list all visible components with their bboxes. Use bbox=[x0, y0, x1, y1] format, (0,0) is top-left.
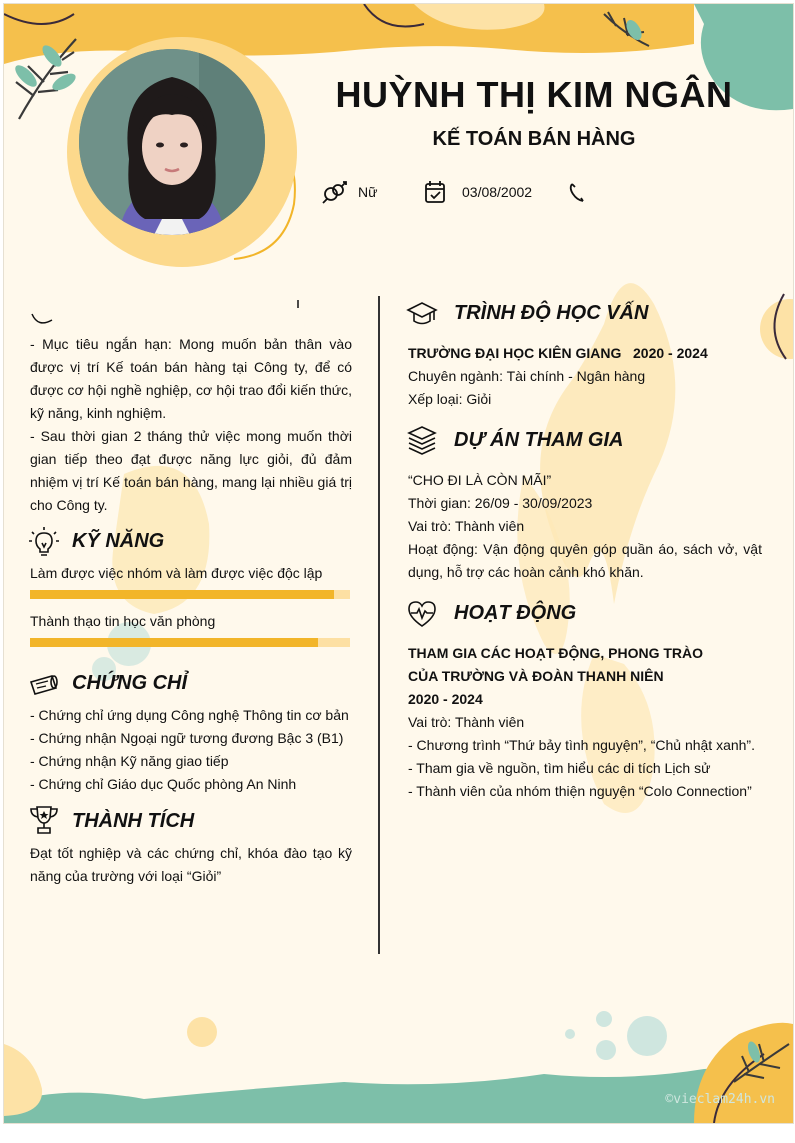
activities-title: HOẠT ĐỘNG bbox=[454, 602, 577, 624]
activity-item: - Thành viên của nhóm thiện nguyện “Colo Connection” bbox=[408, 783, 752, 799]
candidate-name: HUỲNH THỊ KIM NGÂN bbox=[335, 74, 733, 115]
cv-page bbox=[3, 3, 794, 1124]
trophy-icon bbox=[28, 804, 60, 836]
phone-icon bbox=[566, 180, 590, 204]
skill-bar bbox=[30, 590, 350, 599]
activities-heading: CỦA TRƯỜNG VÀ ĐOÀN THANH NIÊN bbox=[408, 668, 664, 684]
gender-value: Nữ bbox=[358, 184, 378, 200]
lightbulb-icon bbox=[28, 526, 60, 558]
project-time: Thời gian: 26/09 - 30/09/2023 bbox=[408, 495, 593, 511]
certificates-title: CHỨNG CHỈ bbox=[72, 672, 188, 694]
achievements-text: Đạt tốt nghiệp và các chứng chỉ, khóa đào tạo kỹ năng của trường với loại “Giỏi” bbox=[30, 845, 352, 884]
activities-heading: THAM GIA CÁC HOẠT ĐỘNG, PHONG TRÀO bbox=[408, 645, 704, 661]
objective-paragraph-1: - Mục tiêu ngắn hạn: Mong muốn bản thân vào được vị trí Kế toán bán hàng tại Công ty, để có được cơ hội nghề nghiệp, cơ hội trao đổi kiến thức, kỹ năng, kinh nghiệm. bbox=[30, 336, 352, 421]
education-school bbox=[408, 342, 708, 365]
activity-item: - Tham gia về nguồn, tìm hiểu các di tích Lịch sử bbox=[408, 760, 711, 776]
achievements-title: THÀNH TÍCH bbox=[72, 810, 195, 832]
cv-content bbox=[4, 4, 793, 1123]
activity-item: - Chương trình “Thứ bảy tình nguyện”, “Chủ nhật xanh”. bbox=[408, 737, 755, 753]
project-role: Vai trò: Thành viên bbox=[408, 518, 525, 534]
birthdate-info bbox=[424, 180, 532, 204]
certificate-item: - Chứng nhận Ngoại ngữ tương đương Bậc 3 (B1) bbox=[30, 730, 344, 746]
certificate-icon bbox=[28, 668, 60, 700]
skill-bar bbox=[30, 638, 350, 647]
certificate-item: - Chứng nhận Kỹ năng giao tiếp bbox=[30, 753, 229, 769]
education-grade: Xếp loại: Giỏi bbox=[408, 391, 492, 407]
certificate-item: - Chứng chỉ Giáo dục Quốc phòng An Ninh bbox=[30, 776, 297, 792]
gender-info bbox=[322, 180, 377, 204]
activities-role: Vai trò: Thành viên bbox=[408, 714, 525, 730]
education-title: TRÌNH ĐỘ HỌC VẤN bbox=[454, 302, 649, 324]
skill-label: Thành thạo tin học văn phòng bbox=[30, 613, 216, 629]
layers-icon bbox=[406, 425, 438, 457]
projects-title: DỰ ÁN THAM GIA bbox=[454, 429, 624, 451]
skills-title: KỸ NĂNG bbox=[72, 530, 165, 552]
project-activity: Hoạt động: Vận động quyên góp quần áo, sách vở, vật dụng, hỗ trợ các hoàn cảnh khó khăn. bbox=[408, 541, 762, 580]
birthdate-value: 03/08/2002 bbox=[462, 184, 533, 200]
skill-label: Làm được việc nhóm và làm được việc độc lập bbox=[30, 565, 323, 581]
activities-period: 2020 - 2024 bbox=[408, 691, 483, 707]
heart-pulse-icon bbox=[406, 598, 438, 630]
job-title: KẾ TOÁN BÁN HÀNG bbox=[432, 128, 636, 150]
column-divider bbox=[378, 296, 380, 954]
watermark: ©vieclam24h.vn bbox=[665, 1092, 775, 1107]
skill-bar-fill bbox=[30, 590, 334, 599]
calendar-icon bbox=[424, 180, 446, 204]
certificate-item: - Chứng chỉ ứng dụng Công nghệ Thông tin cơ bản bbox=[30, 707, 349, 723]
school-name: TRƯỜNG ĐẠI HỌC KIÊN GIANG bbox=[408, 345, 622, 361]
profile-photo bbox=[79, 49, 265, 235]
objective-paragraph-2: - Sau thời gian 2 tháng thử việc mong muốn thời gian tiếp theo đạt được năng lực giỏi, đủ đảm nhiệm vị trí Kế toán bán hàng, mang lại nhiều giá trị cho Công ty. bbox=[30, 428, 352, 513]
education-period: 2020 - 2024 bbox=[633, 345, 708, 361]
education-major: Chuyên ngành: Tài chính - Ngân hàng bbox=[408, 368, 646, 384]
objective-icon bbox=[28, 296, 300, 326]
graduation-cap-icon bbox=[406, 298, 438, 330]
avatar bbox=[79, 49, 265, 235]
project-name: “CHO ĐI LÀ CÒN MÃI” bbox=[408, 472, 552, 488]
skill-bar-fill bbox=[30, 638, 318, 647]
gender-icon bbox=[322, 180, 348, 204]
